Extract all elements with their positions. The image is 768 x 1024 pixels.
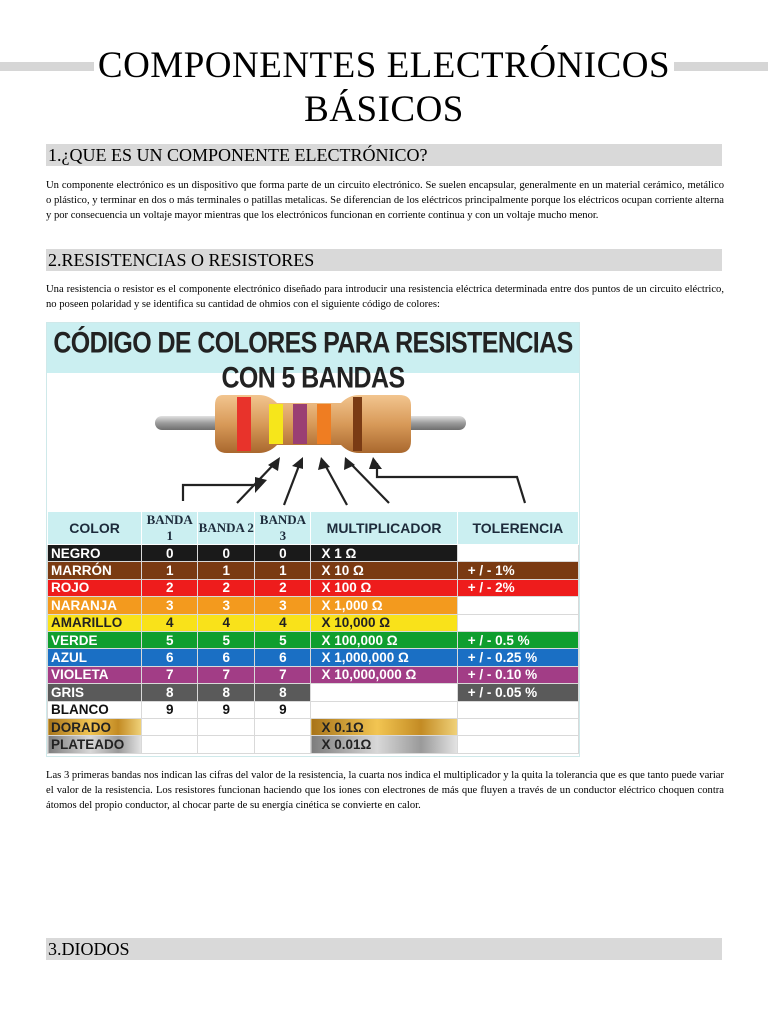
banda-3-cell: 9 [255,701,311,718]
section-1-paragraph: Un componente electrónico es un dispositivo que forma parte de un circuito electrónico. Se suelen encapsular, generalmente en un material cerámico, metálico o plástico, y terminar en dos o más terminales o patillas metalicas. Se diferencian de los eléctricos principalmente porque los eléctricos ocupan corriente alterna y por consecuencia un voltaje mayor mientras que los electrónicos funcionan en corriente continua y con un voltaje mucho menor. [46,180,724,221]
color-code-chart [46,322,580,757]
banda-1-cell: 7 [142,666,198,683]
tolerencia-cell [457,718,578,735]
banda-1-cell: 2 [142,579,198,596]
banda-3-cell [255,718,311,735]
color-name-cell: NARANJA [48,597,142,614]
col-header-tolerencia: TOLERENCIA [457,512,578,545]
banda-1-cell [142,718,198,735]
multiplicador-cell [311,701,457,718]
resistor-illustration [47,373,579,533]
color-name-cell: AZUL [48,649,142,666]
band-arrows [183,463,525,505]
table-row [48,597,579,614]
multiplicador-cell: X 100 Ω [311,579,457,596]
table-row [48,684,579,701]
banda-1-cell: 6 [142,649,198,666]
color-name-cell: VIOLETA [48,666,142,683]
banda-3-cell: 5 [255,631,311,648]
multiplicador-cell: X 0.1Ω [311,718,457,735]
color-name-cell: MARRÓN [48,562,142,579]
page-title-line1: COMPONENTES ELECTRÓNICOS [94,45,674,86]
resistor-band-5 [353,397,362,451]
color-code-table [47,511,579,754]
page-title [40,44,728,132]
section-2-after-paragraph: Las 3 primeras bandas nos indican las cifras del valor de la resistencia, la cuarta nos indica el multiplicador y la quita la tolerancia que es que tanto puede variar el valor de la resistencia. Los resistores funcionan haciendo que los iones con electrones de más que fluyen a través de un conductor eléctrico choquen contra átomos del propio conductor, al chocar parte de su energía cinética se convierte en calor. [46,770,724,811]
tolerencia-cell: + / - 0.5 % [457,631,578,648]
tolerencia-cell [457,597,578,614]
banda-3-cell: 0 [255,545,311,562]
color-name-cell: DORADO [48,718,142,735]
multiplicador-cell: X 10,000 Ω [311,614,457,631]
banda-1-cell: 5 [142,631,198,648]
tolerencia-cell [457,545,578,562]
tolerencia-cell: + / - 0.25 % [457,649,578,666]
banda-2-cell: 8 [198,684,255,701]
banda-2-cell [198,736,255,753]
table-body [48,545,579,754]
table-row [48,666,579,683]
banda-3-cell: 4 [255,614,311,631]
banda-2-cell: 1 [198,562,255,579]
tolerencia-cell [457,701,578,718]
banda-2-cell: 2 [198,579,255,596]
color-name-cell: GRIS [48,684,142,701]
banda-1-cell: 1 [142,562,198,579]
multiplicador-cell: X 1 Ω [311,545,457,562]
table-row [48,736,579,753]
table-row [48,545,579,562]
banda-2-cell: 6 [198,649,255,666]
banda-1-cell: 9 [142,701,198,718]
banda-2-cell: 5 [198,631,255,648]
resistor-svg [47,373,579,533]
color-name-cell: BLANCO [48,701,142,718]
chart-header [47,323,579,395]
section-heading-2: 2.RESISTENCIAS O RESISTORES [46,249,722,271]
table-row [48,614,579,631]
banda-2-cell [198,718,255,735]
color-name-cell: NEGRO [48,545,142,562]
banda-1-cell: 4 [142,614,198,631]
multiplicador-cell: X 1,000,000 Ω [311,649,457,666]
color-name-cell: VERDE [48,631,142,648]
section-heading-3: 3.DIODOS [46,938,722,960]
multiplicador-cell [311,684,457,701]
resistor-band-4 [317,404,331,444]
table-row [48,649,579,666]
tolerencia-cell: + / - 2% [457,579,578,596]
banda-1-cell: 8 [142,684,198,701]
col-header-multiplicador: MULTIPLICADOR [311,512,457,545]
table-row [48,718,579,735]
tolerencia-cell [457,736,578,753]
banda-3-cell [255,736,311,753]
resistor-lead-left [155,416,225,430]
col-header-banda-2: BANDA 2 [198,512,255,545]
banda-2-cell: 7 [198,666,255,683]
banda-1-cell: 0 [142,545,198,562]
tolerencia-cell [457,614,578,631]
col-header-banda-1: BANDA 1 [142,512,198,545]
banda-3-cell: 3 [255,597,311,614]
multiplicador-cell: X 100,000 Ω [311,631,457,648]
table-row [48,562,579,579]
tolerencia-cell: + / - 1% [457,562,578,579]
resistor-band-3 [293,404,307,444]
banda-3-cell: 6 [255,649,311,666]
page-title-line2: BÁSICOS [300,89,468,130]
banda-2-cell: 9 [198,701,255,718]
table-row [48,631,579,648]
chart-title: CÓDIGO DE COLORES PARA RESISTENCIAS CON 5 BANDAS [53,326,573,395]
color-name-cell: PLATEADO [48,736,142,753]
multiplicador-cell: X 1,000 Ω [311,597,457,614]
table-row [48,701,579,718]
banda-2-cell: 0 [198,545,255,562]
section-2-paragraph: Una resistencia o resistor es el componente electrónico diseñado para introducir una resistencia eléctrica determinada entre dos puntos de un circuito eléctrico, no poseen polaridad y se identifica su cantidad de ohmios con el siguiente código de colores: [46,284,724,310]
multiplicador-cell: X 0.01Ω [311,736,457,753]
multiplicador-cell: X 10 Ω [311,562,457,579]
banda-1-cell [142,736,198,753]
section-heading-1: 1.¿QUE ES UN COMPONENTE ELECTRÓNICO? [46,144,722,166]
resistor-lead-right [402,416,466,430]
col-header-banda-3: BANDA 3 [255,512,311,545]
banda-3-cell: 7 [255,666,311,683]
resistor-band-1 [237,397,251,451]
col-header-color: COLOR [48,512,142,545]
tolerencia-cell: + / - 0.05 % [457,684,578,701]
banda-1-cell: 3 [142,597,198,614]
table-row [48,579,579,596]
color-name-cell: AMARILLO [48,614,142,631]
banda-3-cell: 2 [255,579,311,596]
tolerencia-cell: + / - 0.10 % [457,666,578,683]
resistor-band-2 [269,404,283,444]
banda-3-cell: 1 [255,562,311,579]
banda-2-cell: 3 [198,597,255,614]
banda-2-cell: 4 [198,614,255,631]
multiplicador-cell: X 10,000,000 Ω [311,666,457,683]
table-header-row [48,512,579,545]
banda-3-cell: 8 [255,684,311,701]
color-name-cell: ROJO [48,579,142,596]
